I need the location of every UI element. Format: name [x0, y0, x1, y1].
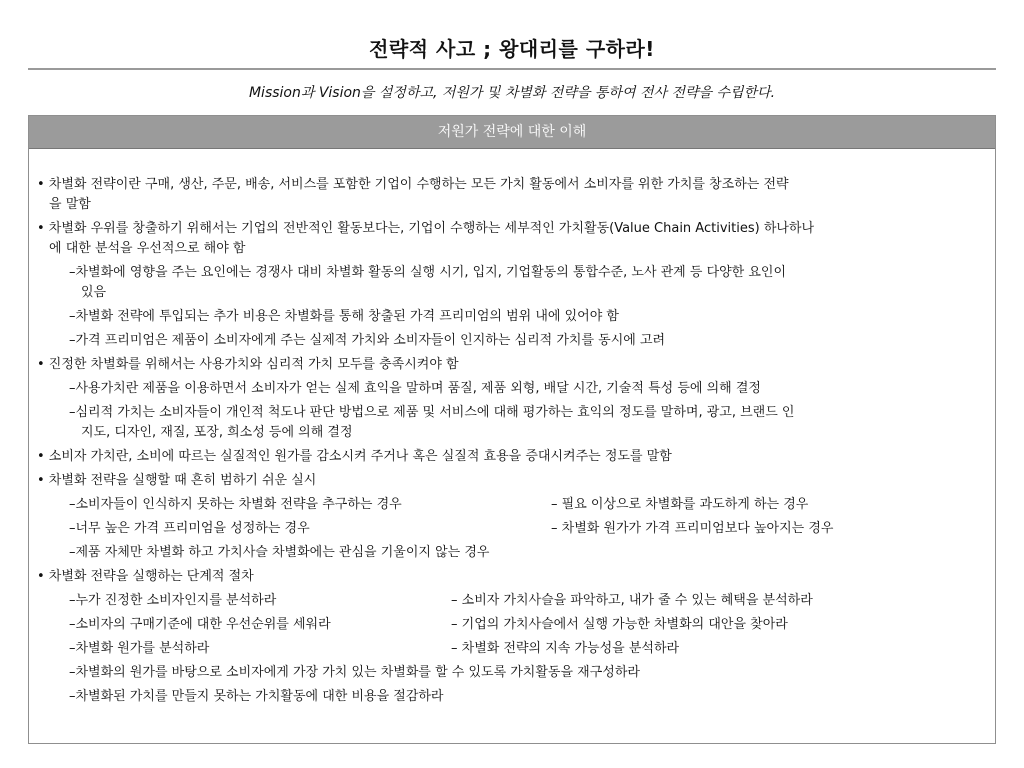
dash-item: –소비자의 구매기준에 대한 우선순위를 세워라: [69, 617, 331, 632]
title-divider: [28, 68, 996, 70]
bullet-item: • 차별화 전략을 실행하는 단계적 절차: [37, 569, 254, 584]
dash-item: –누가 진정한 소비자인지를 분석하라: [69, 593, 277, 608]
dash-item-right: – 소비자 가치사슬을 파악하고, 내가 줄 수 있는 혜택을 분석하라: [451, 593, 813, 608]
bullet-item-continuation: 을 말함: [49, 197, 91, 212]
dash-item: –소비자들이 인식하지 못하는 차별화 전략을 추구하는 경우: [69, 497, 402, 512]
content-box: [28, 115, 996, 744]
bullet-item: • 소비자 가치란, 소비에 따르는 실질적인 원가를 감소시켜 주거나 혹은 실질적 효용을 증대시켜주는 정도를 말함: [37, 449, 672, 464]
page-title: 전략적 사고 ; 왕대리를 구하라!: [369, 37, 655, 61]
dash-item-right: – 기업의 가치사슬에서 실행 가능한 차별화의 대안을 찾아라: [451, 617, 788, 632]
dash-item-continuation: 지도, 디자인, 재질, 포장, 희소성 등에 의해 결정: [81, 425, 353, 440]
dash-item: –제품 자체만 차별화 하고 가치사슬 차별화에는 관심을 기울이지 않는 경우: [69, 545, 490, 560]
bullet-item: • 차별화 우위를 창출하기 위해서는 기업의 전반적인 활동보다는, 기업이 수행하는 세부적인 가치활동(Value Chain Activities) 하나하나: [37, 221, 815, 236]
bullet-item: • 차별화 전략을 실행할 때 흔히 범하기 쉬운 실시: [37, 473, 317, 488]
dash-item: –차별화의 원가를 바탕으로 소비자에게 가장 가치 있는 차별화를 할 수 있도록 가치활동을 재구성하라: [69, 665, 640, 680]
page-subtitle: Mission과 Vision을 설정하고, 저원가 및 차별화 전략을 통하여 전사 전략을 수립한다.: [248, 85, 776, 101]
dash-item-right: – 차별화 전략의 지속 가능성을 분석하라: [451, 641, 680, 656]
bullet-item-continuation: 에 대한 분석을 우선적으로 해야 함: [49, 241, 246, 256]
dash-item-right: – 차별화 원가가 가격 프리미엄보다 높아지는 경우: [551, 521, 834, 536]
section-header: 저원가 전략에 대한 이해: [29, 116, 995, 149]
bullet-item: • 진정한 차별화를 위해서는 사용가치와 심리적 가치 모두를 충족시켜야 함: [37, 357, 459, 372]
dash-item: –심리적 가치는 소비자들이 개인적 척도나 판단 방법으로 제품 및 서비스에 대해 평가하는 효익의 정도를 말하며, 광고, 브랜드 인: [69, 405, 795, 420]
bullet-item: • 차별화 전략이란 구매, 생산, 주문, 배송, 서비스를 포함한 기업이 수행하는 모든 가치 활동에서 소비자를 위한 가치를 창조하는 전략: [37, 177, 789, 192]
dash-item: –너무 높은 가격 프리미엄을 성정하는 경우: [69, 521, 310, 536]
dash-item: –가격 프리미엄은 제품이 소비자에게 주는 실제적 가치와 소비자들이 인지하는 심리적 가치를 동시에 고려: [69, 333, 666, 348]
dash-item: –차별화에 영향을 주는 요인에는 경쟁사 대비 차별화 활동의 실행 시기, 입지, 기업활동의 통합수준, 노사 관계 등 다양한 요인이: [69, 265, 787, 280]
dash-item-right: – 필요 이상으로 차별화를 과도하게 하는 경우: [551, 497, 809, 512]
dash-item: –사용가치란 제품을 이용하면서 소비자가 얻는 실제 효익을 말하며 품질, 제품 외형, 배달 시간, 기술적 특성 등에 의해 결정: [69, 381, 761, 396]
dash-item: –차별화 전략에 투입되는 추가 비용은 차별화를 통해 창출된 가격 프리미엄의 범위 내에 있어야 함: [69, 309, 619, 324]
dash-item: –차별화된 가치를 만들지 못하는 가치활동에 대한 비용을 절감하라: [69, 689, 444, 704]
dash-item-continuation: 있음: [81, 285, 107, 300]
dash-item: –차별화 원가를 분석하라: [69, 641, 210, 656]
